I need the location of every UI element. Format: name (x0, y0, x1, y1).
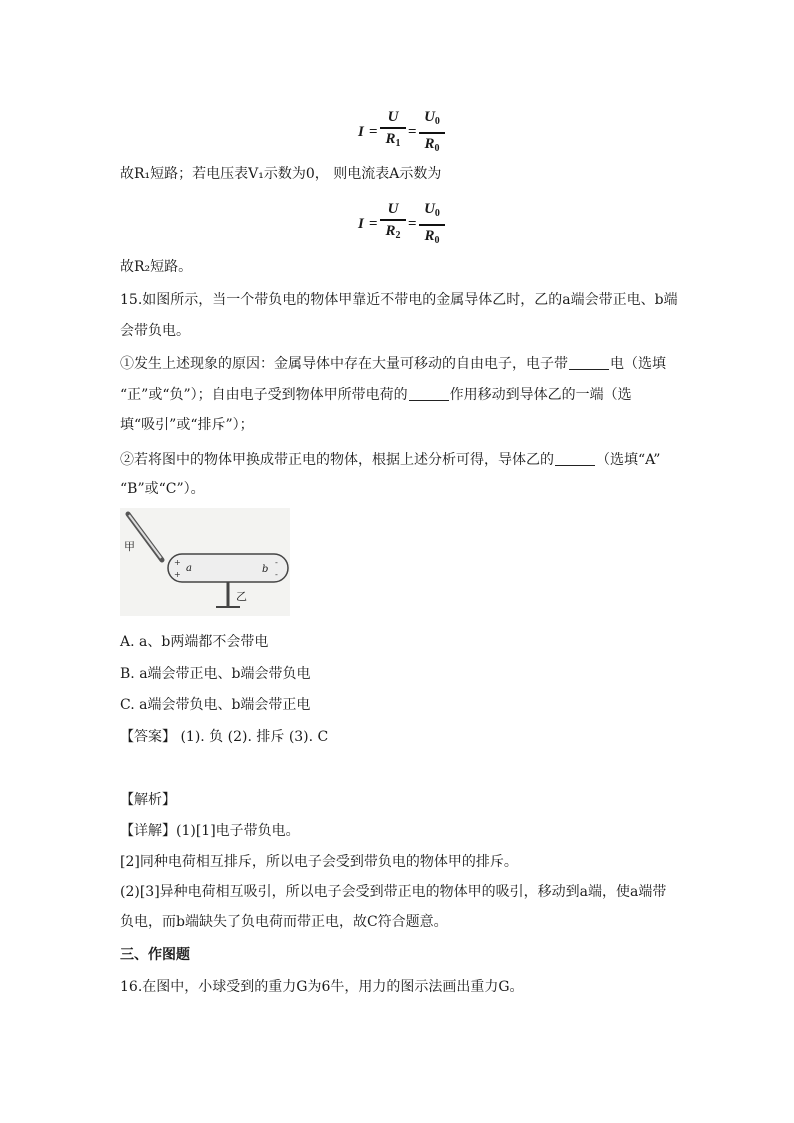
formula-1 (358, 108, 448, 152)
detail-line-3: (2)[3]异种电荷相互吸引，所以电子会受到带正电的物体甲的吸引，移动到a端，使a端带 (120, 884, 667, 900)
option-c: C. a端会带负电、b端会带正电 (120, 697, 311, 713)
fraction-2 (419, 200, 445, 250)
fraction-numerator: $U_0$ (424, 201, 440, 219)
formula-equals: = (369, 124, 378, 140)
formula-lhs: I (358, 124, 364, 140)
formula-2 (358, 200, 448, 244)
answer-blank-1[interactable] (569, 355, 609, 370)
conductor-figure (120, 508, 290, 616)
question-15-part1-end: 填“吸引”或“排斥”）； (120, 417, 254, 433)
fraction-1 (380, 200, 406, 245)
analysis-title: 【解析】 (120, 792, 176, 808)
question-15-part1-cont: “正”或“负”）；自由电子受到物体甲所带电荷的 作用移动到导体乙的一端（选 (120, 387, 632, 403)
label-b: b (262, 564, 269, 575)
formula-lhs: I (358, 216, 364, 232)
detail-title: 【详解】 (120, 823, 176, 839)
fraction-bar (380, 127, 406, 129)
minus-sign-icon: - (275, 570, 278, 579)
label-jia: 甲 (124, 540, 135, 553)
answer-line: 【答案】 (1). 负 (2). 排斥 (3). C (120, 729, 329, 745)
label-yi: 乙 (236, 590, 247, 603)
question-15-part1: ①发生上述现象的原因：金属导体中存在大量可移动的自由电子，电子带 电（选填 (120, 356, 666, 372)
fraction-bar (419, 132, 445, 134)
formula-equals: = (408, 216, 417, 232)
fraction-bar (380, 219, 406, 221)
plus-sign-icon: + (174, 570, 181, 579)
fraction-1 (380, 108, 406, 153)
minus-sign-icon: - (275, 558, 278, 567)
question-16: 16.在图中，小球受到的重力G为6牛，用力的图示法画出重力G。 (120, 979, 524, 995)
question-15-stem-cont: 会带负电。 (120, 323, 190, 339)
fraction-2 (419, 108, 445, 158)
option-b: B. a端会带正电、b端会带负电 (120, 666, 311, 682)
answer-blank-3[interactable] (555, 451, 595, 466)
formula-equals: = (369, 216, 378, 232)
detail-line-1: 【详解】(1)[1]电子带负电。 (120, 823, 300, 839)
question-15-stem: 15.如图所示，当一个带负电的物体甲靠近不带电的金属导体乙时，乙的a端会带正电、b端 (120, 292, 678, 308)
fraction-numerator: U (387, 201, 399, 217)
text-line: 故R₂短路。 (120, 259, 193, 275)
section-heading: 三、作图题 (120, 947, 190, 963)
fraction-numerator: $U_0$ (424, 109, 440, 127)
answer-blank-2[interactable] (409, 386, 449, 401)
label-a: a (186, 563, 192, 574)
fraction-bar (419, 224, 445, 226)
fraction-denominator: $R_1$ (385, 130, 401, 149)
fraction-numerator: U (387, 109, 399, 125)
text-line: 故R₁短路；若电压表V₁示数为0， 则电流表A示数为 (120, 166, 442, 182)
detail-line-2: [2]同种电荷相互排斥，所以电子会受到带负电的物体甲的排斥。 (120, 854, 518, 870)
fraction-denominator: $R_0$ (424, 135, 440, 154)
formula-equals: = (408, 124, 417, 140)
fraction-denominator: $R_2$ (385, 222, 401, 241)
question-15-part2-cont: “B”或“C”）。 (120, 481, 205, 497)
detail-line-4: 负电，而b端缺失了负电荷而带正电，故C符合题意。 (120, 914, 448, 930)
question-15-part2: ②若将图中的物体甲换成带正电的物体，根据上述分析可得，导体乙的 （选填“A” (120, 452, 661, 468)
option-a: A. a、b两端都不会带电 (120, 634, 269, 650)
fraction-denominator: $R_0$ (424, 227, 440, 246)
plus-sign-icon: + (174, 558, 181, 567)
